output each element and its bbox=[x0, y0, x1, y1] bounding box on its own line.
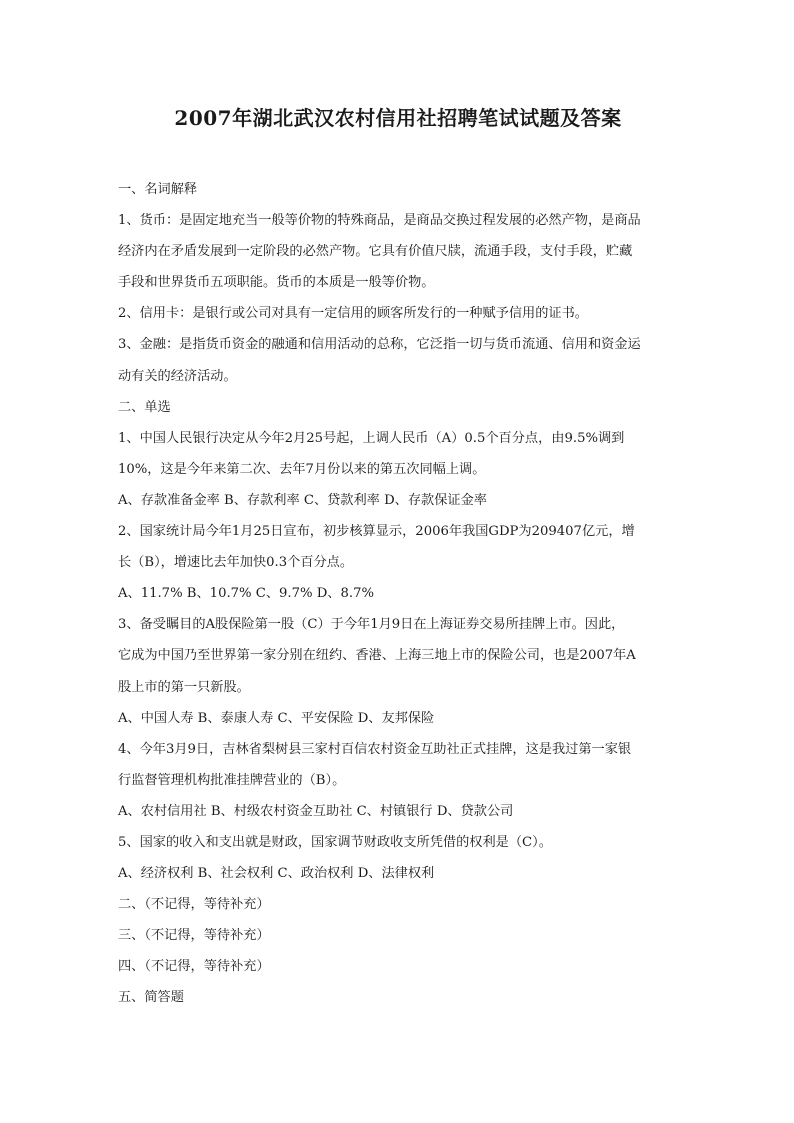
answer-options: A、存款准备金率 B、存款利率 C、贷款利率 D、存款保证金率 bbox=[118, 492, 487, 508]
question-line: 3、备受瞩目的A股保险第一股（C）于今年1月9日在上海证券交易所挂牌上市。因此， bbox=[118, 617, 625, 633]
section-heading: 二、（不记得，等待补充） bbox=[118, 897, 270, 913]
section-heading-short-answer: 五、简答题 bbox=[118, 990, 184, 1006]
question-line: 它成为中国乃至世界第一家分别在纽约、香港、上海三地上市的保险公司，也是2007年A bbox=[118, 648, 636, 664]
document-title: 2007年湖北武汉农村信用社招聘笔试试题及答案 bbox=[174, 106, 622, 130]
section-heading: 四、（不记得，等待补充） bbox=[118, 959, 270, 975]
answer-options: A、农村信用社 B、村级农村资金互助社 C、村镇银行 D、贷款公司 bbox=[118, 803, 514, 819]
answer-options: A、11.7% B、10.7% C、9.7% D、8.7% bbox=[118, 586, 374, 602]
paragraph-line: 3、金融：是指货币资金的融通和信用活动的总称，它泛指一切与货币流通、信用和资金运 bbox=[118, 337, 641, 353]
answer-options: A、中国人寿 B、泰康人寿 C、平安保险 D、友邦保险 bbox=[118, 710, 435, 726]
section-heading-single-choice: 二、单选 bbox=[118, 399, 171, 415]
question-line: 2、国家统计局今年1月25日宣布，初步核算显示，2006年我国GDP为209407亿元，增 bbox=[118, 524, 635, 540]
question-line: 5、国家的收入和支出就是财政，国家调节财政收支所凭借的权利是（C）。 bbox=[118, 834, 552, 850]
answer-options: A、经济权利 B、社会权利 C、政治权利 D、法律权利 bbox=[118, 866, 435, 882]
question-line: 10%，这是今年来第二次、去年7月份以来的第五次同幅上调。 bbox=[118, 461, 486, 477]
paragraph-line: 动有关的经济活动。 bbox=[118, 368, 237, 384]
question-line: 1、中国人民银行决定从今年2月25号起，上调人民币（A）0.5个百分点，由9.5%调到 bbox=[118, 430, 625, 446]
question-line: 行监督管理机构批准挂牌营业的（B）。 bbox=[118, 772, 346, 788]
question-line: 股上市的第一只新股。 bbox=[118, 679, 250, 695]
question-line: 长（B），增速比去年加快0.3个百分点。 bbox=[118, 555, 354, 571]
document-body bbox=[118, 174, 678, 1014]
paragraph-line: 2、信用卡：是银行或公司对具有一定信用的顾客所发行的一种赋予信用的证书。 bbox=[118, 306, 588, 322]
section-heading: 三、（不记得，等待补充） bbox=[118, 928, 270, 944]
paragraph-line: 手段和世界货币五项职能。货币的本质是一般等价物。 bbox=[118, 275, 435, 291]
question-line: 4、今年3月9日，吉林省梨树县三家村百信农村资金互助社正式挂牌，这是我过第一家银 bbox=[118, 741, 632, 757]
paragraph-line: 经济内在矛盾发展到一定阶段的必然产物。它具有价值尺牍，流通手段，支付手段，贮藏 bbox=[118, 244, 633, 260]
paragraph-line: 1、货币：是固定地充当一般等价物的特殊商品，是商品交换过程发展的必然产物，是商品 bbox=[118, 213, 641, 229]
section-heading-glossary: 一、名词解释 bbox=[118, 182, 198, 197]
